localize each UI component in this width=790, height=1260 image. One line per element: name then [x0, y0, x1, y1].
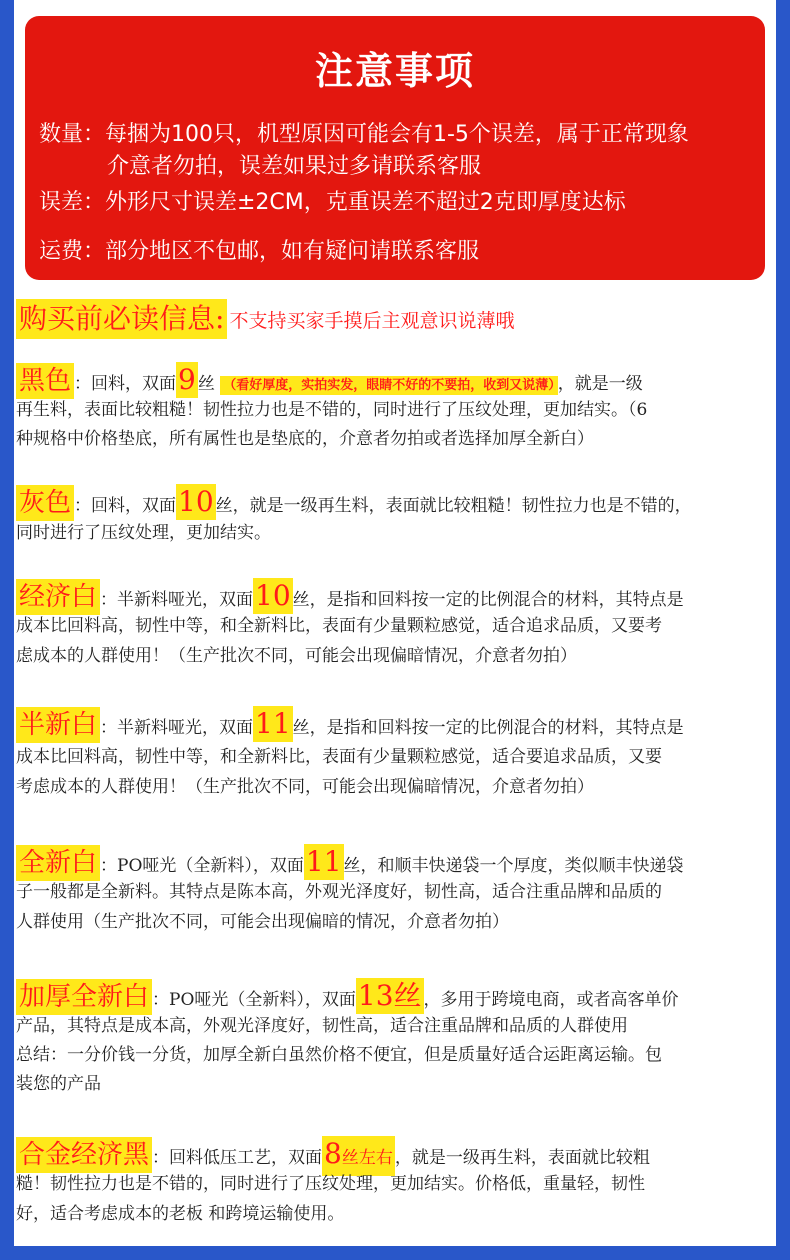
product-desc: ，就是一级再生料，表面就比较粗	[394, 1148, 650, 1168]
product-desc-line: 好，适合考虑成本的老板 和跨境运输使用。	[16, 1204, 345, 1224]
product-intro: ：回料低压工艺，双面	[152, 1148, 323, 1168]
thickness-value: 9	[178, 363, 196, 396]
product-intro: ：回料，双面	[74, 374, 177, 394]
product-desc-line: 同时进行了压纹处理，更加结实。	[16, 523, 271, 543]
product-intro: ：PO哑光（全新料），双面	[100, 856, 304, 876]
notice-quantity: 数量：每捆为100只，机型原因可能会有1-5个误差，属于正常现象	[39, 122, 689, 147]
thickness-value: 10	[178, 485, 214, 518]
product-desc-line: 总结：一分价钱一分货，加厚全新白虽然价格不便宜，但是质量好适合运距离运输。包	[16, 1045, 662, 1065]
product-tag: 合金经济黑	[16, 1137, 152, 1173]
product-intro: ：半新料哑光，双面	[100, 590, 254, 610]
thickness-unit: 丝	[292, 718, 310, 738]
product-desc: ，和顺丰快递袋一个厚度，类似顺丰快递袋	[360, 856, 684, 876]
product-tag: 全新白	[16, 845, 100, 881]
headline-main: 购买前必读信息:	[16, 299, 227, 339]
product-desc-line: 成本比回料高，韧性中等，和全新料比，表面有少量颗粒感觉，适合要追求品质，又要	[16, 747, 662, 767]
product-desc-line: 人群使用（生产批次不同，可能会出现偏暗的情况，介意者勿拍）	[16, 912, 509, 932]
highlight-note: （看好厚度，实拍实发，眼睛不好的不要拍，收到又说薄）	[220, 376, 558, 395]
thickness-value: 11	[255, 707, 291, 740]
product-intro: ：回料，双面	[74, 496, 177, 516]
product-tag: 加厚全新白	[16, 979, 152, 1015]
product-tag: 半新白	[16, 707, 100, 743]
thickness-unit: 丝	[343, 856, 361, 876]
product-desc: ，是指和回料按一定的比例混合的材料，其特点是	[309, 718, 684, 738]
notice-box	[25, 16, 765, 280]
product-tag: 经济白	[16, 579, 100, 615]
product-tag: 灰色	[16, 485, 74, 521]
product-desc: ，就是一级再生料，表面就比较粗糙！韧性拉力也是不错的，	[232, 496, 692, 516]
thickness-unit: 丝	[215, 496, 233, 516]
notice-error: 误差：外形尺寸误差±2CM，克重误差不超过2克即厚度达标	[39, 190, 626, 215]
product-desc-line: 再生料，表面比较粗糙！韧性拉力也是不错的，同时进行了压纹处理，更加结实。（6	[16, 400, 648, 420]
headline	[16, 298, 514, 340]
thickness-value: 11	[305, 845, 342, 878]
product-intro: ：半新料哑光，双面	[100, 718, 254, 738]
product-desc: ，多用于跨境电商，或者高客单价	[423, 990, 679, 1010]
product-desc-line: 产品，其特点是成本高，外观光泽度好，韧性高，适合注重品牌和品质的人群使用	[16, 1016, 628, 1036]
product-desc-line: 成本比回料高，韧性中等，和全新料比，表面有少量颗粒感觉，适合追求品质，又要考	[16, 616, 662, 636]
notice-quantity-cont: 介意者勿拍，误差如果过多请联系客服	[107, 154, 482, 179]
headline-sub: 不支持买家手摸后主观意识说薄哦	[229, 309, 515, 332]
product-desc-line: 子一般都是全新料。其特点是陈本高，外观光泽度好，韧性高，适合注重品牌和品质的	[16, 882, 662, 902]
product-intro: ：PO哑光（全新料），双面	[152, 990, 356, 1010]
thickness-unit: 丝	[292, 590, 310, 610]
notice-shipping: 运费：部分地区不包邮，如有疑问请联系客服	[39, 239, 480, 264]
product-desc-line: 种规格中价格垫底，所有属性也是垫底的，介意者勿拍或者选择加厚全新白）	[16, 429, 594, 449]
product-desc-line: 糙！韧性拉力也是不错的，同时进行了压纹处理，更加结实。价格低，重量轻，韧性	[16, 1174, 645, 1194]
product-desc-line: 考虑成本的人群使用！（生产批次不同，可能会出现偏暗情况，介意者勿拍）	[16, 777, 594, 797]
thickness-value: 13丝	[357, 979, 422, 1012]
notice-title: 注意事项	[314, 49, 475, 93]
thickness-unit: 丝	[197, 374, 215, 394]
product-tag: 黑色	[16, 363, 74, 399]
product-desc: ，就是一级	[557, 374, 643, 394]
product-desc: ，是指和回料按一定的比例混合的材料，其特点是	[309, 590, 684, 610]
thickness-value: 8丝左右	[322, 1136, 395, 1176]
thickness-value: 10	[255, 579, 291, 612]
product-desc-line: 虑成本的人群使用！（生产批次不同，可能会出现偏暗情况，介意者勿拍）	[16, 646, 577, 666]
product-desc-line: 装您的产品	[16, 1074, 101, 1094]
